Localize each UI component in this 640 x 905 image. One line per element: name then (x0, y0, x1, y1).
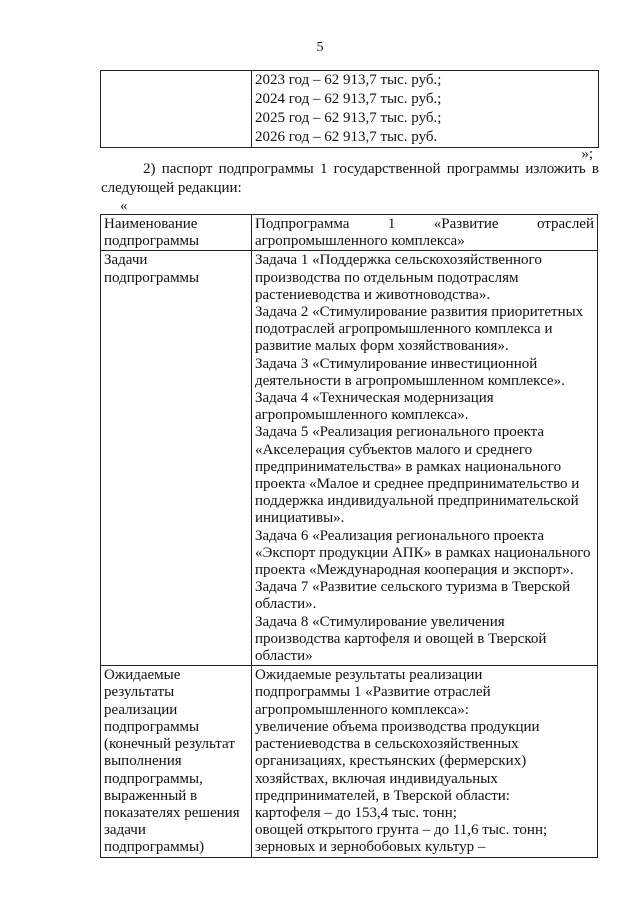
tasks-line: «Акселерация субъектов малого и среднего (255, 441, 533, 458)
tasks-line: проекта «Международная кооперация и экспорт». (255, 562, 574, 579)
tasks-line: Задача 2 «Стимулирование развития приоритетных (255, 304, 584, 321)
results-row (101, 666, 598, 857)
results-label-line: результаты (104, 684, 175, 701)
results-line: увеличение объема производства продукции (255, 718, 540, 735)
results-label-line: задачи (104, 822, 146, 839)
results-line: агропромышленного комплекса»: (255, 701, 469, 718)
name-value-word: «Развитие (433, 216, 499, 232)
page-number: 5 (316, 40, 324, 55)
tasks-line: Задача 3 «Стимулирование инвестиционной (255, 355, 538, 372)
name-label-line: подпрограммы (104, 233, 200, 250)
funding-table (100, 70, 599, 148)
tasks-line: производства по отдельным подотраслям (255, 269, 519, 286)
tasks-line: Задача 8 «Стимулирование увеличения (255, 613, 505, 630)
tasks-line: агропромышленного комплекса». (255, 407, 469, 424)
tasks-row (101, 251, 598, 666)
name-value-line-2: агропромышленного комплекса» (255, 233, 465, 250)
tasks-line: Задача 4 «Техническая модернизация (255, 390, 494, 407)
name-value-word: отраслей (536, 216, 594, 232)
funding-line: 2025 год – 62 913,7 тыс. руб.; (255, 110, 442, 126)
tasks-line: «Экспорт продукции АПК» в рамках национального (255, 544, 591, 561)
amendment-paragraph: 2) паспорт подпрограммы 1 государственной программы изложить в следующей редакции: (101, 161, 599, 196)
tasks-line: деятельности в агропромышленном комплексе». (255, 372, 565, 389)
funding-line: 2026 год – 62 913,7 тыс. руб. (255, 129, 438, 145)
opening-quote: « (120, 198, 128, 214)
closing-quote: »; (581, 146, 593, 162)
tasks-line: развитие малых форм хозяйствования». (255, 338, 509, 355)
results-label-cell (101, 666, 252, 857)
tasks-line: Задача 7 «Развитие сельского туризма в Тверской (255, 579, 571, 596)
results-label-line: Ожидаемые (104, 667, 181, 684)
results-line: растениеводства в сельскохозяйственных (255, 736, 519, 753)
tasks-label-line: Задачи (104, 252, 148, 269)
funding-row (101, 71, 599, 148)
tasks-line: растениеводства и животноводства». (255, 286, 491, 303)
results-label-line: показателях решения (104, 804, 240, 821)
funding-line: 2023 год – 62 913,7 тыс. руб.; (255, 72, 442, 88)
tasks-line: инициативы». (255, 510, 345, 527)
tasks-label-line: подпрограммы (104, 269, 200, 286)
results-line: хозяйствах, включая индивидуальных (255, 770, 498, 787)
tasks-line: поддержка индивидуальной предпринимательской (255, 493, 579, 510)
tasks-line: области». (255, 596, 317, 613)
results-label-line: (конечный результат (104, 736, 235, 753)
funding-values-cell (252, 71, 599, 148)
tasks-line: Задача 1 «Поддержка сельскохозяйственного (255, 252, 542, 269)
funding-label-cell (101, 71, 252, 148)
results-label-line: выполнения (104, 753, 182, 770)
name-value-word: Подпрограмма (255, 216, 350, 232)
results-line: организациях, крестьянских (фермерских) (255, 753, 527, 770)
tasks-line: области» (255, 648, 313, 665)
name-label-cell (101, 215, 252, 251)
results-value-cell (252, 666, 598, 857)
tasks-line: Задача 5 «Реализация регионального проекта (255, 424, 545, 441)
tasks-line: Задача 6 «Реализация регионального проекта (255, 527, 545, 544)
results-label-line: подпрограммы, (104, 770, 203, 787)
results-line: предпринимателей, в Тверской области: (255, 787, 510, 804)
subprogram-passport-table (100, 214, 598, 858)
name-value-line-1 (255, 216, 594, 233)
results-label-line: выраженный в (104, 787, 198, 804)
funding-line: 2024 год – 62 913,7 тыс. руб.; (255, 91, 442, 107)
tasks-line: проекта «Малое и среднее предпринимательство и (255, 476, 580, 493)
results-line: подпрограммы 1 «Развитие отраслей (255, 684, 491, 701)
results-label-line: подпрограммы (104, 718, 200, 735)
name-value-word: 1 (387, 216, 396, 232)
tasks-line: производства картофеля и овощей в Тверской (255, 630, 547, 647)
tasks-line: подотраслей агропромышленного комплекса и (255, 321, 553, 338)
tasks-value-cell (252, 251, 598, 666)
results-line: Ожидаемые результаты реализации (255, 667, 483, 684)
tasks-line: предпринимательства» в рамках национального (255, 458, 562, 475)
name-row (101, 215, 598, 251)
results-line: овощей открытого грунта – до 11,6 тыс. тонн; (255, 822, 548, 839)
tasks-label-cell (101, 251, 252, 666)
results-label-line: реализации (104, 701, 178, 718)
name-label-line: Наименование (104, 216, 198, 232)
name-value-cell (252, 215, 598, 251)
results-line: картофеля – до 153,4 тыс. тонн; (255, 804, 457, 821)
results-label-line: подпрограммы) (104, 839, 205, 856)
results-line: зерновых и зернобобовых культур – (255, 839, 486, 856)
